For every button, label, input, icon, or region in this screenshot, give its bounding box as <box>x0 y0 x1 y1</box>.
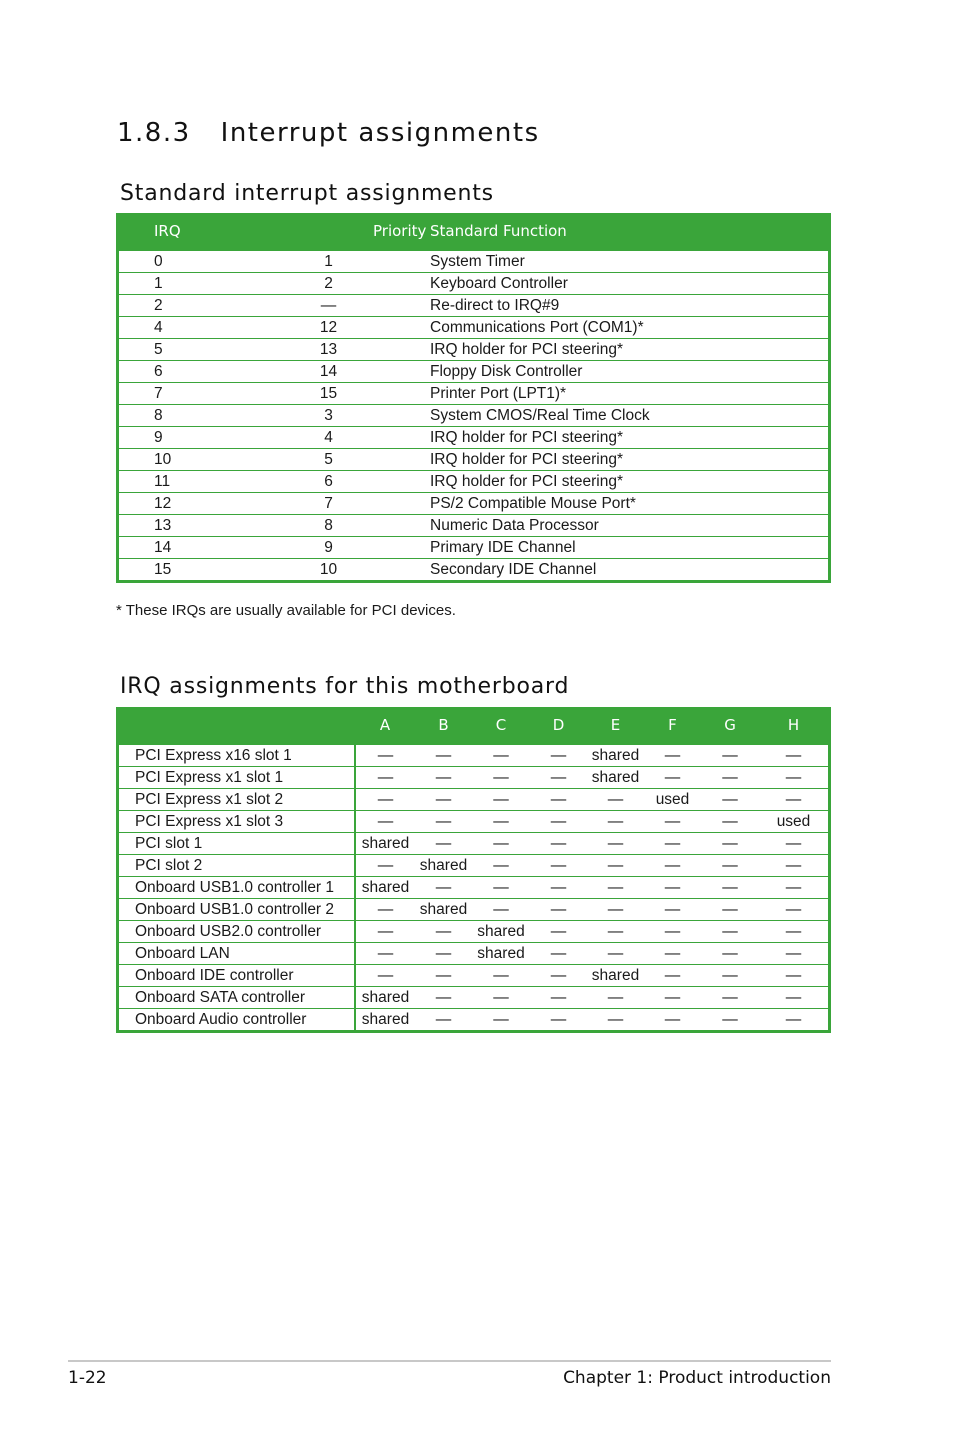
irq-value-cell: — <box>759 855 828 877</box>
function-cell: System Timer <box>430 250 828 273</box>
irq-value-cell: — <box>415 921 472 943</box>
priority-cell: 9 <box>227 537 430 559</box>
irq-value-cell: — <box>472 899 530 921</box>
irq-value-cell: — <box>415 811 472 833</box>
header-irq-d: D <box>530 707 587 744</box>
table-row <box>119 383 828 405</box>
irq-value-cell: — <box>415 833 472 855</box>
irq-value-cell: — <box>644 767 701 789</box>
table-row <box>119 317 828 339</box>
irq-value-cell: — <box>355 965 415 987</box>
irq-value-cell: — <box>587 921 644 943</box>
irq-value-cell: — <box>530 744 587 767</box>
irq-value-cell: — <box>472 811 530 833</box>
irq-cell: 2 <box>119 295 227 317</box>
standard-irq-table <box>119 213 828 580</box>
irq-cell: 5 <box>119 339 227 361</box>
irq-cell: 12 <box>119 493 227 515</box>
irq-value-cell: — <box>415 744 472 767</box>
irq-value-cell: — <box>587 855 644 877</box>
irq-value-cell: — <box>759 789 828 811</box>
irq-value-cell: — <box>355 921 415 943</box>
irq-value-cell: — <box>759 744 828 767</box>
irq-value-cell: — <box>759 943 828 965</box>
irq-value-cell: — <box>644 987 701 1009</box>
priority-cell: 10 <box>227 559 430 581</box>
irq-value-cell: — <box>530 789 587 811</box>
table-row <box>119 405 828 427</box>
table-row <box>119 559 828 581</box>
irq-value-cell: — <box>701 943 759 965</box>
irq-value-cell: — <box>355 899 415 921</box>
irq-value-cell: — <box>644 921 701 943</box>
function-cell: Secondary IDE Channel <box>430 559 828 581</box>
irq-value-cell: — <box>759 833 828 855</box>
header-irq-f: F <box>644 707 701 744</box>
irq-value-cell: — <box>701 767 759 789</box>
irq-value-cell: — <box>644 943 701 965</box>
irq-value-cell: — <box>472 744 530 767</box>
irq-value-cell: — <box>701 921 759 943</box>
irq-value-cell: — <box>644 1009 701 1031</box>
irq-value-cell: — <box>644 811 701 833</box>
irq-cell: 9 <box>119 427 227 449</box>
table-row <box>119 987 828 1009</box>
standard-irq-table-container <box>116 213 831 583</box>
irq-value-cell: — <box>530 965 587 987</box>
chapter-title: Chapter 1: Product introduction <box>563 1368 831 1388</box>
irq-value-cell: — <box>644 877 701 899</box>
table-row <box>119 471 828 493</box>
irq-cell: 6 <box>119 361 227 383</box>
irq-value-cell: — <box>530 877 587 899</box>
irq-value-cell: — <box>355 767 415 789</box>
priority-cell: 4 <box>227 427 430 449</box>
irq-value-cell: — <box>587 1009 644 1031</box>
device-cell: PCI Express x1 slot 2 <box>119 789 355 811</box>
table-row <box>119 1009 828 1031</box>
table-row <box>119 493 828 515</box>
irq-value-cell: — <box>355 855 415 877</box>
device-cell: PCI Express x16 slot 1 <box>119 744 355 767</box>
priority-cell: 3 <box>227 405 430 427</box>
irq-value-cell: — <box>530 811 587 833</box>
irq-value-cell: — <box>530 1009 587 1031</box>
header-irq-g: G <box>701 707 759 744</box>
header-irq-b: B <box>415 707 472 744</box>
table-row <box>119 811 828 833</box>
irq-value-cell: — <box>530 987 587 1009</box>
table-row <box>119 921 828 943</box>
priority-cell: 13 <box>227 339 430 361</box>
irq-value-cell: — <box>759 899 828 921</box>
function-cell: IRQ holder for PCI steering* <box>430 339 828 361</box>
function-cell: Floppy Disk Controller <box>430 361 828 383</box>
irq-value-cell: — <box>472 1009 530 1031</box>
table-row <box>119 877 828 899</box>
device-cell: Onboard IDE controller <box>119 965 355 987</box>
device-cell: PCI Express x1 slot 3 <box>119 811 355 833</box>
header-irq-a: A <box>355 707 415 744</box>
table-row <box>119 273 828 295</box>
device-cell: Onboard SATA controller <box>119 987 355 1009</box>
irq-value-cell: — <box>644 899 701 921</box>
section-title-text: Interrupt assignments <box>220 118 540 148</box>
irq-value-cell: — <box>472 855 530 877</box>
irq-value-cell: — <box>587 943 644 965</box>
priority-cell: 1 <box>227 250 430 273</box>
irq-value-cell: used <box>759 811 828 833</box>
irq-value-cell: shared <box>355 833 415 855</box>
irq-value-cell: — <box>759 987 828 1009</box>
function-cell: Primary IDE Channel <box>430 537 828 559</box>
table-row <box>119 855 828 877</box>
irq-value-cell: shared <box>355 987 415 1009</box>
irq-value-cell: — <box>415 789 472 811</box>
table-row <box>119 361 828 383</box>
header-irq-h: H <box>759 707 828 744</box>
function-cell: Keyboard Controller <box>430 273 828 295</box>
irq-value-cell: — <box>644 833 701 855</box>
irq-value-cell: — <box>587 899 644 921</box>
function-cell: PS/2 Compatible Mouse Port* <box>430 493 828 515</box>
function-cell: IRQ holder for PCI steering* <box>430 427 828 449</box>
footer-divider <box>68 1360 831 1362</box>
irq-value-cell: shared <box>472 943 530 965</box>
irq-value-cell: — <box>701 789 759 811</box>
irq-value-cell: — <box>530 855 587 877</box>
table-row <box>119 899 828 921</box>
irq-value-cell: — <box>355 943 415 965</box>
motherboard-table-title: IRQ assignments for this motherboard <box>120 674 570 699</box>
table-row <box>119 744 828 767</box>
irq-value-cell: — <box>472 767 530 789</box>
irq-value-cell: — <box>701 855 759 877</box>
function-cell: Printer Port (LPT1)* <box>430 383 828 405</box>
irq-value-cell: — <box>587 811 644 833</box>
table-row <box>119 515 828 537</box>
table-row <box>119 427 828 449</box>
irq-cell: 8 <box>119 405 227 427</box>
priority-cell: — <box>227 295 430 317</box>
irq-value-cell: — <box>759 1009 828 1031</box>
table-row <box>119 833 828 855</box>
irq-value-cell: — <box>701 811 759 833</box>
irq-cell: 14 <box>119 537 227 559</box>
priority-cell: 12 <box>227 317 430 339</box>
priority-cell: 2 <box>227 273 430 295</box>
irq-value-cell: — <box>472 877 530 899</box>
priority-cell: 8 <box>227 515 430 537</box>
irq-cell: 15 <box>119 559 227 581</box>
irq-value-cell: shared <box>415 855 472 877</box>
irq-value-cell: — <box>530 921 587 943</box>
irq-value-cell: shared <box>415 899 472 921</box>
irq-value-cell: shared <box>587 965 644 987</box>
irq-value-cell: — <box>587 987 644 1009</box>
priority-cell: 6 <box>227 471 430 493</box>
irq-value-cell: — <box>587 833 644 855</box>
header-irq-e: E <box>587 707 644 744</box>
table-row <box>119 339 828 361</box>
irq-value-cell: — <box>701 744 759 767</box>
irq-value-cell: — <box>415 877 472 899</box>
device-cell: Onboard USB1.0 controller 1 <box>119 877 355 899</box>
irq-value-cell: — <box>415 767 472 789</box>
irq-value-cell: — <box>472 789 530 811</box>
irq-cell: 4 <box>119 317 227 339</box>
header-priority: Priority <box>227 213 430 250</box>
section-number: 1.8.3 <box>117 118 191 148</box>
irq-value-cell: — <box>644 855 701 877</box>
irq-cell: 13 <box>119 515 227 537</box>
table-row <box>119 537 828 559</box>
irq-value-cell: shared <box>587 767 644 789</box>
table-row <box>119 295 828 317</box>
irq-value-cell: — <box>701 833 759 855</box>
motherboard-table-header-row <box>119 707 828 744</box>
table-row <box>119 250 828 273</box>
device-cell: Onboard Audio controller <box>119 1009 355 1031</box>
priority-cell: 15 <box>227 383 430 405</box>
irq-value-cell: — <box>530 767 587 789</box>
irq-value-cell: — <box>472 833 530 855</box>
irq-value-cell: — <box>701 987 759 1009</box>
irq-value-cell: — <box>355 789 415 811</box>
function-cell: Numeric Data Processor <box>430 515 828 537</box>
irq-value-cell: — <box>701 1009 759 1031</box>
standard-table-header-row <box>119 213 828 250</box>
page-number: 1-22 <box>68 1368 107 1388</box>
irq-cell: 1 <box>119 273 227 295</box>
irq-value-cell: — <box>644 965 701 987</box>
irq-cell: 10 <box>119 449 227 471</box>
irq-value-cell: — <box>472 987 530 1009</box>
priority-cell: 7 <box>227 493 430 515</box>
irq-value-cell: — <box>644 744 701 767</box>
irq-value-cell: — <box>759 767 828 789</box>
irq-value-cell: shared <box>355 877 415 899</box>
irq-value-cell: — <box>415 943 472 965</box>
standard-table-title: Standard interrupt assignments <box>120 181 494 206</box>
irq-value-cell: — <box>472 965 530 987</box>
footnote: * These IRQs are usually available for PCI devices. <box>116 602 456 619</box>
section-title <box>117 118 540 148</box>
function-cell: IRQ holder for PCI steering* <box>430 471 828 493</box>
priority-cell: 5 <box>227 449 430 471</box>
irq-value-cell: used <box>644 789 701 811</box>
function-cell: Communications Port (COM1)* <box>430 317 828 339</box>
table-row <box>119 789 828 811</box>
header-device <box>119 707 355 744</box>
table-row <box>119 943 828 965</box>
device-cell: Onboard USB1.0 controller 2 <box>119 899 355 921</box>
irq-value-cell: — <box>530 899 587 921</box>
irq-value-cell: — <box>355 744 415 767</box>
irq-value-cell: — <box>530 833 587 855</box>
irq-value-cell: — <box>701 877 759 899</box>
irq-value-cell: — <box>587 789 644 811</box>
irq-value-cell: — <box>415 987 472 1009</box>
irq-value-cell: — <box>701 965 759 987</box>
motherboard-irq-table <box>119 707 828 1030</box>
device-cell: PCI slot 1 <box>119 833 355 855</box>
irq-value-cell: — <box>759 921 828 943</box>
irq-value-cell: — <box>587 877 644 899</box>
table-row <box>119 767 828 789</box>
irq-value-cell: — <box>701 899 759 921</box>
irq-cell: 0 <box>119 250 227 273</box>
irq-value-cell: — <box>415 1009 472 1031</box>
header-irq-c: C <box>472 707 530 744</box>
header-irq: IRQ <box>119 213 227 250</box>
irq-cell: 11 <box>119 471 227 493</box>
irq-value-cell: shared <box>355 1009 415 1031</box>
function-cell: Re-direct to IRQ#9 <box>430 295 828 317</box>
irq-cell: 7 <box>119 383 227 405</box>
device-cell: Onboard USB2.0 controller <box>119 921 355 943</box>
irq-value-cell: shared <box>472 921 530 943</box>
device-cell: PCI Express x1 slot 1 <box>119 767 355 789</box>
irq-value-cell: — <box>415 965 472 987</box>
irq-value-cell: — <box>355 811 415 833</box>
motherboard-irq-table-container <box>116 707 831 1033</box>
header-function: Standard Function <box>430 213 828 250</box>
function-cell: IRQ holder for PCI steering* <box>430 449 828 471</box>
priority-cell: 14 <box>227 361 430 383</box>
irq-value-cell: — <box>530 943 587 965</box>
irq-value-cell: shared <box>587 744 644 767</box>
table-row <box>119 449 828 471</box>
irq-value-cell: — <box>759 877 828 899</box>
device-cell: Onboard LAN <box>119 943 355 965</box>
table-row <box>119 965 828 987</box>
irq-value-cell: — <box>759 965 828 987</box>
function-cell: System CMOS/Real Time Clock <box>430 405 828 427</box>
device-cell: PCI slot 2 <box>119 855 355 877</box>
